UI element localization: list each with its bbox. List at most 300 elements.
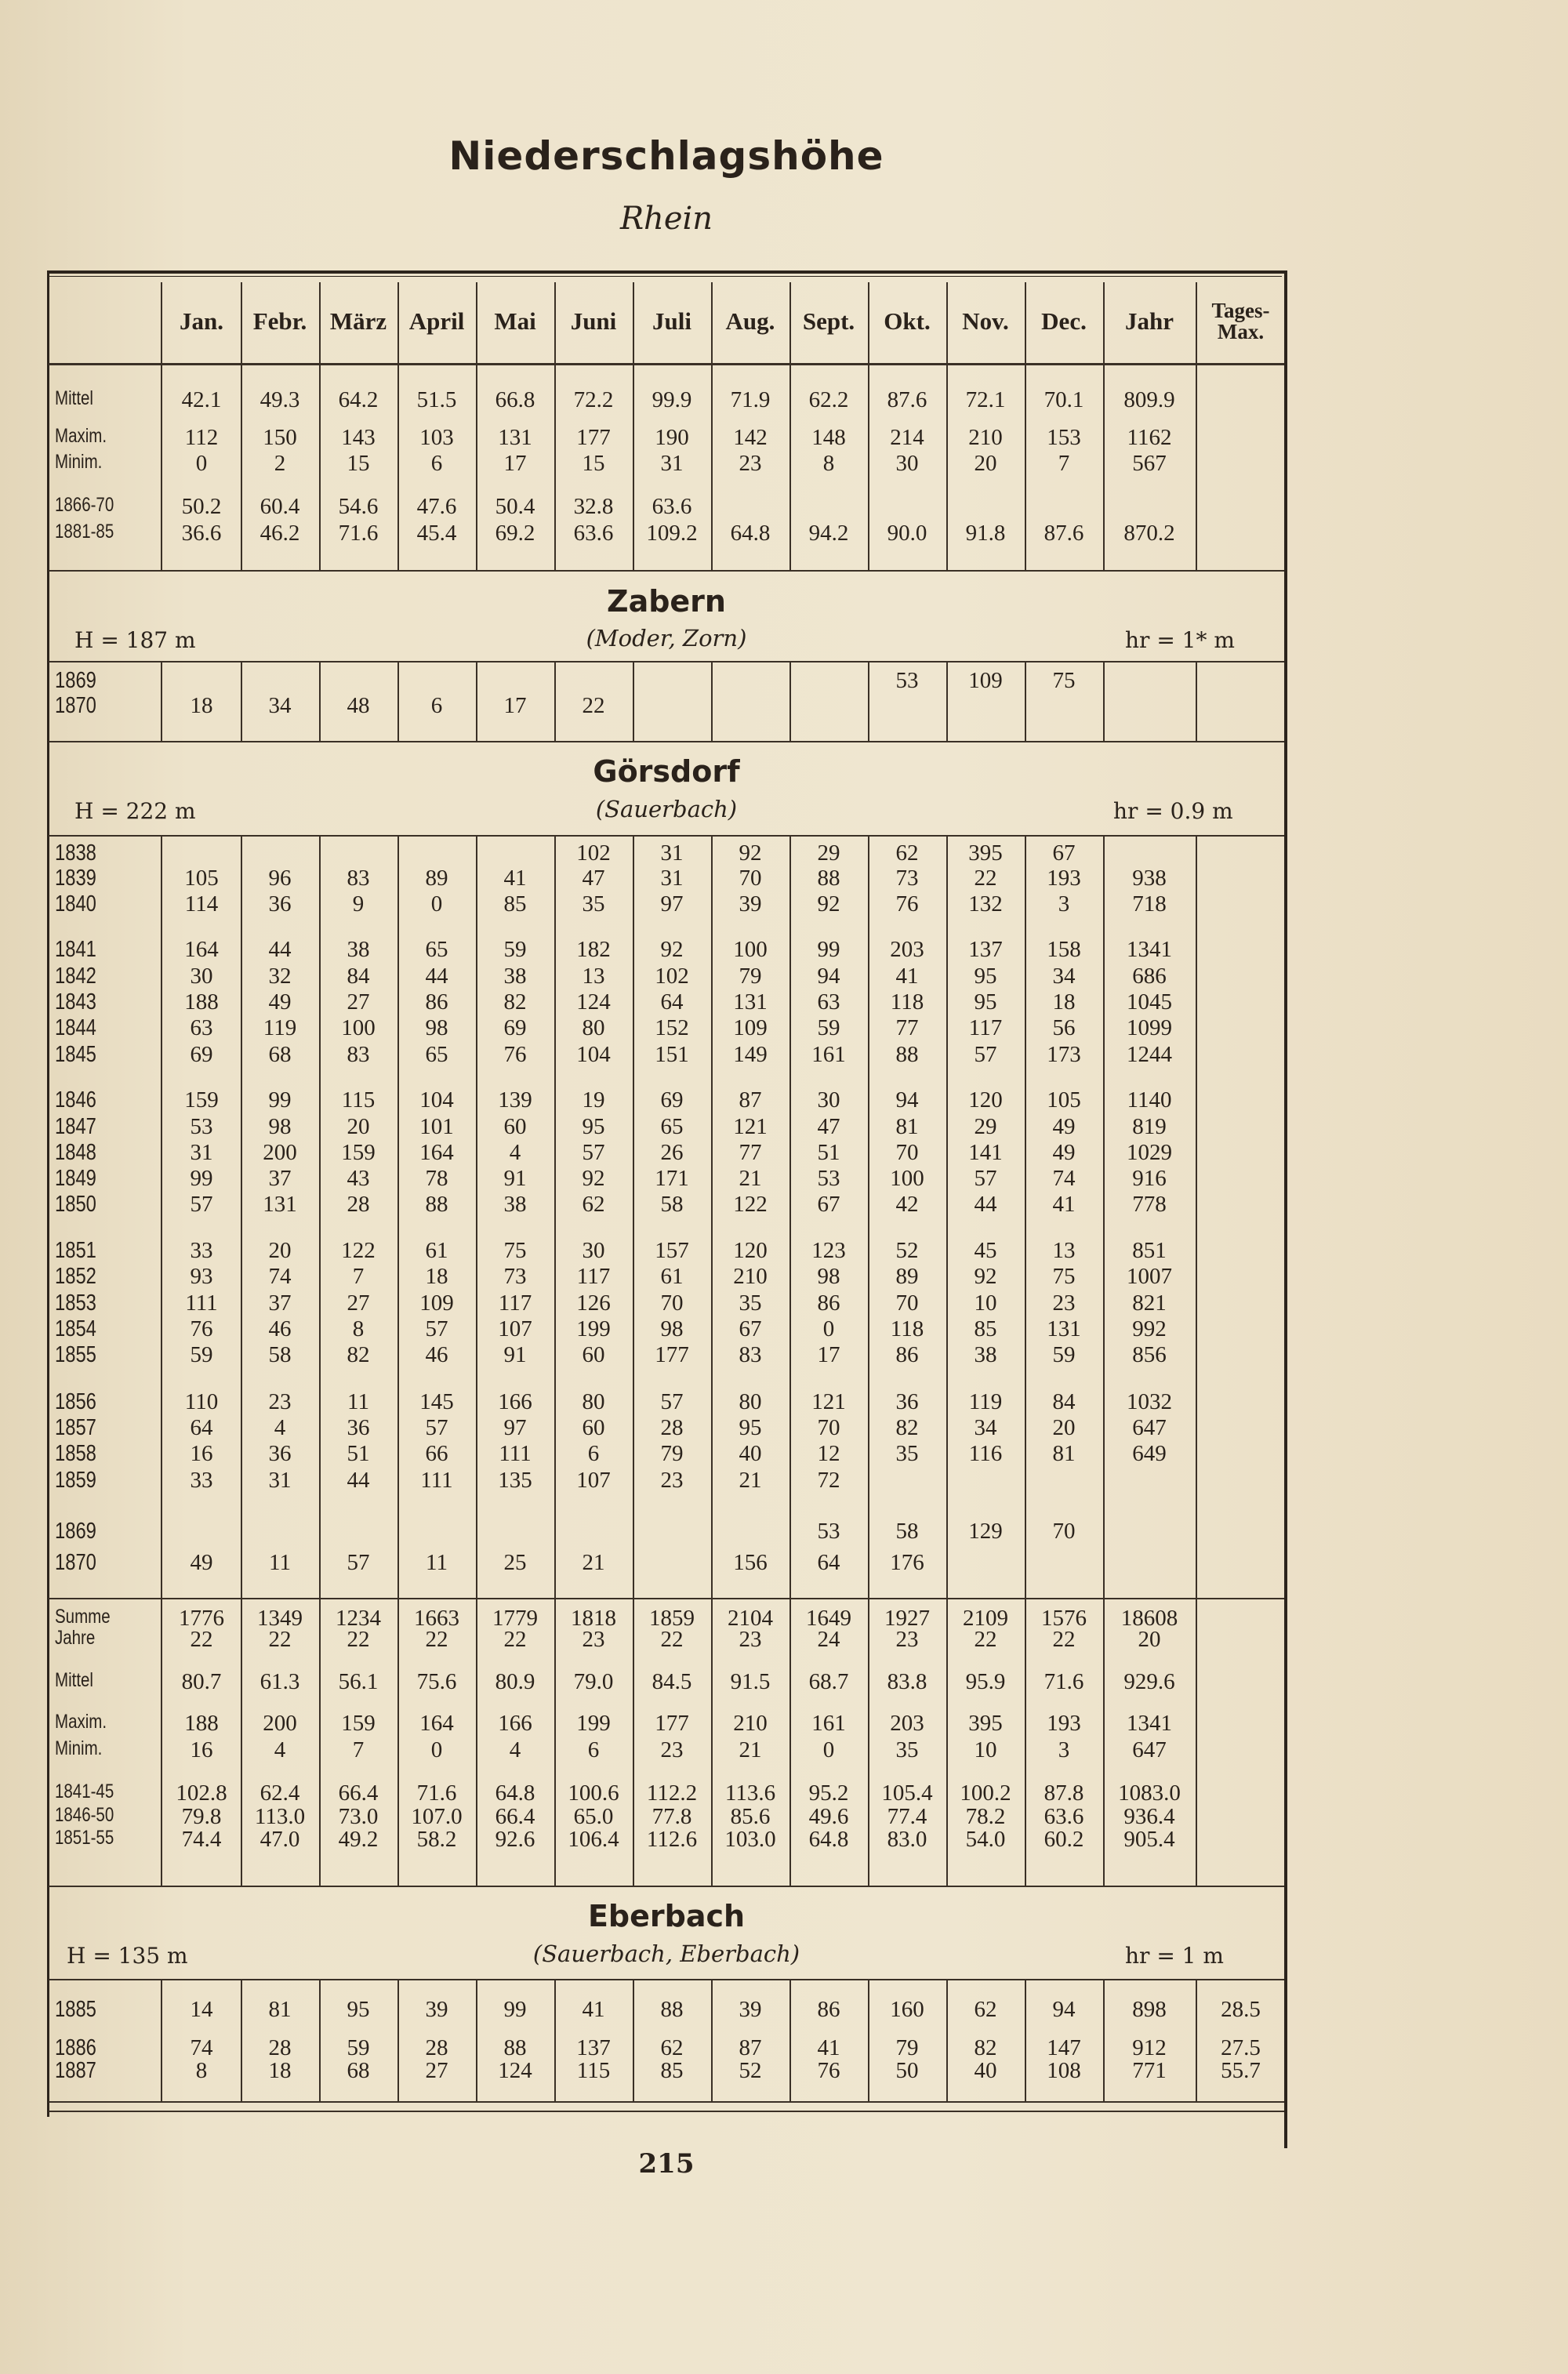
table-cell: 929.6 bbox=[1123, 1669, 1175, 1694]
table-cell: 17 bbox=[817, 1342, 840, 1367]
column-header: Jan. bbox=[180, 307, 223, 335]
header-rule bbox=[49, 363, 1284, 365]
table-cell: 65 bbox=[425, 1042, 448, 1067]
zabern-meta-rule bbox=[49, 661, 1284, 662]
table-cell: 113.6 bbox=[724, 1781, 776, 1806]
table-cell: 21 bbox=[739, 1468, 762, 1493]
table-cell: 46.2 bbox=[260, 521, 300, 546]
table-cell: 62 bbox=[895, 840, 919, 866]
table-cell: 44 bbox=[425, 964, 448, 989]
row-label: 1846-50 bbox=[55, 1804, 114, 1826]
table-cell: 121 bbox=[733, 1114, 768, 1139]
table-cell: 70 bbox=[739, 866, 762, 891]
table-cell: 70.1 bbox=[1044, 387, 1084, 412]
table-cell: 30 bbox=[582, 1238, 605, 1263]
row-label: 1845 bbox=[55, 1042, 96, 1067]
table-cell: 93 bbox=[190, 1264, 213, 1289]
page-title: Niederschlagshöhe bbox=[448, 133, 884, 179]
table-cell: 57 bbox=[425, 1316, 448, 1341]
zabern-gauge-height: hr = 1* m bbox=[1125, 627, 1235, 653]
table-cell: 1045 bbox=[1127, 989, 1172, 1015]
row-label: 1844 bbox=[55, 1015, 96, 1040]
table-cell: 18 bbox=[1052, 989, 1076, 1015]
table-cell: 57 bbox=[425, 1415, 448, 1440]
table-cell: 55.7 bbox=[1221, 2058, 1261, 2083]
table-cell: 100.6 bbox=[568, 1781, 619, 1806]
table-cell: 115 bbox=[576, 2058, 611, 2083]
table-cell: 62.2 bbox=[808, 387, 849, 412]
table-cell: 84 bbox=[1052, 1389, 1076, 1414]
table-cell: 98 bbox=[817, 1264, 840, 1289]
page-subtitle: Rhein bbox=[619, 201, 713, 237]
table-cell: 63 bbox=[190, 1015, 213, 1040]
table-cell: 83 bbox=[347, 1042, 370, 1067]
table-cell: 61 bbox=[425, 1238, 448, 1263]
table-cell: 83 bbox=[739, 1342, 762, 1367]
table-cell: 67 bbox=[739, 1316, 762, 1341]
table-cell: 173 bbox=[1047, 1042, 1081, 1067]
table-cell: 59 bbox=[347, 2035, 370, 2060]
table-cell: 39 bbox=[739, 891, 762, 917]
row-label: 1855 bbox=[55, 1342, 96, 1367]
rhein-end-rule bbox=[49, 570, 1284, 572]
table-cell: 69.2 bbox=[495, 521, 535, 546]
table-cell: 89 bbox=[895, 1264, 919, 1289]
table-cell: 91.5 bbox=[730, 1669, 771, 1694]
table-cell: 23 bbox=[660, 1737, 684, 1762]
table-cell: 210 bbox=[733, 1264, 768, 1289]
table-cell: 18608 bbox=[1120, 1606, 1178, 1631]
table-cell: 13 bbox=[1052, 1238, 1076, 1263]
table-cell: 1341 bbox=[1127, 1711, 1172, 1736]
table-cell: 9 bbox=[352, 891, 365, 917]
table-cell: 70 bbox=[895, 1290, 919, 1316]
table-cell: 22 bbox=[347, 1627, 370, 1652]
table-cell: 120 bbox=[968, 1087, 1003, 1113]
table-cell: 20 bbox=[268, 1238, 292, 1263]
table-cell: 38 bbox=[503, 1192, 527, 1217]
table-cell: 32 bbox=[268, 964, 292, 989]
table-cell: 57 bbox=[660, 1389, 684, 1414]
frame-top-inner-border bbox=[47, 276, 1282, 277]
table-cell: 49.3 bbox=[260, 387, 300, 412]
column-header: Nov. bbox=[962, 307, 1009, 335]
row-label: 1869 bbox=[55, 1519, 96, 1544]
table-cell: 64 bbox=[190, 1415, 213, 1440]
table-cell: 117 bbox=[498, 1290, 532, 1316]
row-label: Minim. bbox=[55, 1737, 103, 1759]
table-cell: 809.9 bbox=[1123, 387, 1175, 412]
table-cell: 31 bbox=[660, 451, 684, 476]
table-cell: 137 bbox=[576, 2035, 611, 2060]
table-cell: 76 bbox=[895, 891, 919, 917]
table-cell: 92 bbox=[582, 1166, 605, 1191]
table-cell: 92 bbox=[739, 840, 762, 866]
table-cell: 57 bbox=[582, 1140, 605, 1165]
table-cell: 108 bbox=[1047, 2058, 1081, 2083]
table-cell: 85 bbox=[974, 1316, 997, 1341]
table-cell: 37 bbox=[268, 1166, 292, 1191]
row-label: 1881-85 bbox=[55, 521, 114, 543]
table-cell: 164 bbox=[419, 1711, 454, 1736]
table-cell: 122 bbox=[341, 1238, 376, 1263]
table-cell: 0 bbox=[195, 451, 208, 476]
goersdorf-summary-rule bbox=[49, 1598, 1284, 1599]
table-cell: 40 bbox=[974, 2058, 997, 2083]
table-cell: 70 bbox=[895, 1140, 919, 1165]
row-label: 1858 bbox=[55, 1441, 96, 1466]
table-cell: 49.2 bbox=[338, 1827, 379, 1852]
table-cell: 56.1 bbox=[338, 1669, 379, 1694]
table-cell: 47.6 bbox=[416, 494, 457, 519]
table-cell: 31 bbox=[660, 866, 684, 891]
table-cell: 82 bbox=[347, 1342, 370, 1367]
table-cell: 13 bbox=[582, 964, 605, 989]
table-cell: 84.5 bbox=[652, 1669, 692, 1694]
table-cell: 41 bbox=[503, 866, 527, 891]
table-cell: 16 bbox=[190, 1441, 213, 1466]
frame-left-border bbox=[47, 270, 49, 2117]
table-cell: 18 bbox=[268, 2058, 292, 2083]
table-cell: 80.9 bbox=[495, 1669, 535, 1694]
table-cell: 7 bbox=[352, 1264, 365, 1289]
row-label: 1869 bbox=[55, 668, 96, 693]
table-cell: 41 bbox=[582, 1997, 605, 2022]
table-cell: 60 bbox=[503, 1114, 527, 1139]
table-cell: 45.4 bbox=[416, 521, 457, 546]
table-cell: 53 bbox=[817, 1519, 840, 1544]
table-cell: 100.2 bbox=[960, 1781, 1011, 1806]
table-cell: 66.4 bbox=[338, 1781, 379, 1806]
row-label: 1839 bbox=[55, 866, 96, 891]
row-label: 1840 bbox=[55, 891, 96, 917]
table-cell: 107 bbox=[576, 1468, 611, 1493]
table-cell: 49.6 bbox=[808, 1804, 849, 1829]
column-rule bbox=[711, 662, 713, 741]
table-cell: 74 bbox=[1052, 1166, 1076, 1191]
table-cell: 8 bbox=[822, 451, 835, 476]
table-cell: 40 bbox=[739, 1441, 762, 1466]
table-cell: 176 bbox=[890, 1550, 924, 1575]
table-cell: 32.8 bbox=[573, 494, 614, 519]
table-cell: 79 bbox=[895, 2035, 919, 2060]
row-label: Maxim. bbox=[55, 1711, 107, 1733]
table-cell: 50.2 bbox=[181, 494, 222, 519]
table-cell: 87.6 bbox=[1044, 521, 1084, 546]
table-cell: 85.6 bbox=[730, 1804, 771, 1829]
row-label: 1846 bbox=[55, 1087, 96, 1113]
table-cell: 936.4 bbox=[1123, 1804, 1175, 1829]
table-cell: 22 bbox=[425, 1627, 448, 1652]
table-cell: 64.8 bbox=[730, 521, 771, 546]
table-cell: 1234 bbox=[336, 1606, 381, 1631]
table-cell: 200 bbox=[263, 1711, 297, 1736]
table-cell: 870.2 bbox=[1123, 521, 1175, 546]
table-cell: 95 bbox=[739, 1415, 762, 1440]
row-label: 1850 bbox=[55, 1192, 96, 1217]
table-cell: 53 bbox=[817, 1166, 840, 1191]
table-cell: 46 bbox=[425, 1342, 448, 1367]
table-cell: 23 bbox=[268, 1389, 292, 1414]
table-cell: 62 bbox=[582, 1192, 605, 1217]
table-cell: 97 bbox=[660, 891, 684, 917]
table-cell: 52 bbox=[739, 2058, 762, 2083]
row-label: Minim. bbox=[55, 451, 103, 473]
table-cell: 86 bbox=[817, 1997, 840, 2022]
column-rule bbox=[633, 662, 634, 741]
table-cell: 109 bbox=[968, 668, 1003, 693]
table-cell: 28.5 bbox=[1221, 1997, 1261, 2022]
table-cell: 75.6 bbox=[416, 1669, 457, 1694]
table-cell: 52 bbox=[895, 1238, 919, 1263]
row-label: 1852 bbox=[55, 1264, 96, 1289]
table-cell: 41 bbox=[895, 964, 919, 989]
table-cell: 89 bbox=[425, 866, 448, 891]
table-cell: 99 bbox=[190, 1166, 213, 1191]
table-cell: 124 bbox=[576, 989, 611, 1015]
table-cell: 4 bbox=[274, 1737, 286, 1762]
table-cell: 51 bbox=[347, 1441, 370, 1466]
table-cell: 73.0 bbox=[338, 1804, 379, 1829]
goersdorf-height: H = 222 m bbox=[74, 798, 196, 824]
table-cell: 36 bbox=[347, 1415, 370, 1440]
table-cell: 73 bbox=[895, 866, 919, 891]
table-cell: 107 bbox=[498, 1316, 532, 1341]
table-cell: 77 bbox=[895, 1015, 919, 1040]
table-cell: 64.2 bbox=[338, 387, 379, 412]
table-cell: 150 bbox=[263, 425, 297, 450]
table-cell: 160 bbox=[890, 1997, 924, 2022]
table-cell: 129 bbox=[968, 1519, 1003, 1544]
table-cell: 567 bbox=[1132, 451, 1167, 476]
row-label: 1843 bbox=[55, 989, 96, 1015]
table-cell: 75 bbox=[503, 1238, 527, 1263]
table-cell: 34 bbox=[268, 693, 292, 718]
table-cell: 43 bbox=[347, 1166, 370, 1191]
row-label: 1859 bbox=[55, 1468, 96, 1493]
row-label: 1849 bbox=[55, 1166, 96, 1191]
table-cell: 28 bbox=[425, 2035, 448, 2060]
table-cell: 49 bbox=[268, 989, 292, 1015]
table-cell: 59 bbox=[1052, 1342, 1076, 1367]
table-cell: 111 bbox=[499, 1441, 532, 1466]
table-cell: 62.4 bbox=[260, 1781, 300, 1806]
row-label: 1887 bbox=[55, 2058, 96, 2083]
table-cell: 72 bbox=[817, 1468, 840, 1493]
zabern-rivers: (Moder, Zorn) bbox=[586, 625, 747, 652]
column-header: Okt. bbox=[884, 307, 931, 335]
table-cell: 131 bbox=[498, 425, 532, 450]
table-cell: 85 bbox=[503, 891, 527, 917]
table-cell: 200 bbox=[263, 1140, 297, 1165]
table-cell: 21 bbox=[739, 1737, 762, 1762]
table-cell: 114 bbox=[184, 891, 219, 917]
zabern-title: Zabern bbox=[607, 584, 726, 619]
table-cell: 83 bbox=[347, 866, 370, 891]
table-cell: 88 bbox=[817, 866, 840, 891]
table-cell: 190 bbox=[655, 425, 689, 450]
column-header: Dec. bbox=[1041, 307, 1087, 335]
table-cell: 147 bbox=[1047, 2035, 1081, 2060]
table-cell: 61 bbox=[660, 1264, 684, 1289]
table-cell: 30 bbox=[895, 451, 919, 476]
table-cell: 3 bbox=[1058, 1737, 1070, 1762]
table-cell: 164 bbox=[184, 937, 219, 962]
table-cell: 91.8 bbox=[965, 521, 1006, 546]
table-cell: 938 bbox=[1132, 866, 1167, 891]
table-cell: 166 bbox=[498, 1711, 532, 1736]
table-cell: 79.8 bbox=[181, 1804, 222, 1829]
table-cell: 23 bbox=[895, 1627, 919, 1652]
table-cell: 79 bbox=[660, 1441, 684, 1466]
table-cell: 11 bbox=[347, 1389, 369, 1414]
table-cell: 15 bbox=[582, 451, 605, 476]
table-cell: 38 bbox=[974, 1342, 997, 1367]
column-rule bbox=[1196, 662, 1197, 741]
table-cell: 112 bbox=[184, 425, 219, 450]
table-cell: 70 bbox=[1052, 1519, 1076, 1544]
table-cell: 20 bbox=[347, 1114, 370, 1139]
table-cell: 44 bbox=[347, 1468, 370, 1493]
row-label: 1838 bbox=[55, 840, 96, 866]
table-cell: 88 bbox=[503, 2035, 527, 2060]
table-cell: 26 bbox=[660, 1140, 684, 1165]
table-cell: 71.9 bbox=[730, 387, 771, 412]
table-cell: 34 bbox=[974, 1415, 997, 1440]
table-cell: 78.2 bbox=[965, 1804, 1006, 1829]
table-cell: 115 bbox=[341, 1087, 376, 1113]
table-cell: 104 bbox=[419, 1087, 454, 1113]
table-cell: 119 bbox=[968, 1389, 1003, 1414]
table-cell: 2109 bbox=[963, 1606, 1008, 1631]
table-cell: 27.5 bbox=[1221, 2035, 1261, 2060]
column-header: Juni bbox=[570, 307, 617, 335]
table-cell: 10 bbox=[974, 1290, 997, 1316]
table-cell: 137 bbox=[968, 937, 1003, 962]
table-cell: 58 bbox=[660, 1192, 684, 1217]
zabern-height: H = 187 m bbox=[74, 627, 196, 653]
table-cell: 95 bbox=[582, 1114, 605, 1139]
table-cell: 100 bbox=[733, 937, 768, 962]
table-cell: 18 bbox=[425, 1264, 448, 1289]
table-cell: 85 bbox=[660, 2058, 684, 2083]
eberbach-height: H = 135 m bbox=[67, 1943, 188, 1969]
table-cell: 76 bbox=[503, 1042, 527, 1067]
table-cell: 22 bbox=[190, 1627, 213, 1652]
column-rule bbox=[789, 662, 791, 741]
table-cell: 80 bbox=[582, 1015, 605, 1040]
table-cell: 3 bbox=[1058, 891, 1070, 917]
table-cell: 65.0 bbox=[573, 1804, 614, 1829]
table-cell: 151 bbox=[655, 1042, 689, 1067]
table-cell: 64.8 bbox=[808, 1827, 849, 1852]
page-number: 215 bbox=[638, 2148, 695, 2180]
table-cell: 30 bbox=[190, 964, 213, 989]
table-cell: 41 bbox=[817, 2035, 840, 2060]
table-cell: 60 bbox=[582, 1415, 605, 1440]
table-cell: 6 bbox=[430, 693, 443, 718]
table-cell: 177 bbox=[655, 1342, 689, 1367]
table-cell: 59 bbox=[190, 1342, 213, 1367]
table-cell: 53 bbox=[190, 1114, 213, 1139]
table-cell: 4 bbox=[509, 1737, 521, 1762]
row-label: 1853 bbox=[55, 1290, 96, 1316]
table-cell: 36.6 bbox=[181, 521, 222, 546]
table-cell: 153 bbox=[1047, 425, 1081, 450]
table-cell: 57 bbox=[190, 1192, 213, 1217]
table-cell: 82 bbox=[503, 989, 527, 1015]
table-cell: 4 bbox=[509, 1140, 521, 1165]
table-cell: 718 bbox=[1132, 891, 1167, 917]
table-cell: 152 bbox=[655, 1015, 689, 1040]
table-cell: 80.7 bbox=[181, 1669, 222, 1694]
table-cell: 57 bbox=[347, 1550, 370, 1575]
table-cell: 35 bbox=[895, 1737, 919, 1762]
table-cell: 17 bbox=[503, 693, 527, 718]
eberbach-rivers: (Sauerbach, Eberbach) bbox=[532, 1940, 800, 1967]
table-cell: 91 bbox=[503, 1166, 527, 1191]
table-cell: 111 bbox=[185, 1290, 218, 1316]
column-header: Aug. bbox=[725, 307, 775, 335]
row-label: 1854 bbox=[55, 1316, 96, 1341]
table-cell: 1341 bbox=[1127, 937, 1172, 962]
table-cell: 905.4 bbox=[1123, 1827, 1175, 1852]
table-cell: 145 bbox=[419, 1389, 454, 1414]
table-cell: 188 bbox=[184, 1711, 219, 1736]
table-cell: 105 bbox=[1047, 1087, 1081, 1113]
table-cell: 45 bbox=[974, 1238, 997, 1263]
table-cell: 31 bbox=[268, 1468, 292, 1493]
table-cell: 912 bbox=[1132, 2035, 1167, 2060]
table-cell: 22 bbox=[974, 866, 997, 891]
table-cell: 49 bbox=[190, 1550, 213, 1575]
table-cell: 113.0 bbox=[254, 1804, 306, 1829]
row-label: 1847 bbox=[55, 1114, 96, 1139]
table-cell: 74.4 bbox=[181, 1827, 222, 1852]
table-cell: 87.8 bbox=[1044, 1781, 1084, 1806]
table-cell: 647 bbox=[1132, 1737, 1167, 1762]
table-cell: 156 bbox=[733, 1550, 768, 1575]
table-cell: 0 bbox=[430, 891, 443, 917]
table-cell: 64 bbox=[817, 1550, 840, 1575]
table-cell: 68.7 bbox=[808, 1669, 849, 1694]
table-cell: 54.0 bbox=[965, 1827, 1006, 1852]
table-cell: 124 bbox=[498, 2058, 532, 2083]
table-cell: 916 bbox=[1132, 1166, 1167, 1191]
table-cell: 118 bbox=[890, 989, 924, 1015]
table-cell: 18 bbox=[190, 693, 213, 718]
table-cell: 1779 bbox=[492, 1606, 538, 1631]
table-cell: 94.2 bbox=[808, 521, 849, 546]
table-cell: 88 bbox=[660, 1997, 684, 2022]
table-cell: 1859 bbox=[649, 1606, 695, 1631]
table-cell: 856 bbox=[1132, 1342, 1167, 1367]
table-cell: 110 bbox=[184, 1389, 219, 1414]
row-label: 1851 bbox=[55, 1238, 96, 1263]
table-cell: 62 bbox=[974, 1997, 997, 2022]
table-cell: 57 bbox=[974, 1166, 997, 1191]
table-cell: 77.4 bbox=[887, 1804, 927, 1829]
table-cell: 177 bbox=[576, 425, 611, 450]
table-cell: 1007 bbox=[1127, 1264, 1172, 1289]
table-cell: 86 bbox=[817, 1290, 840, 1316]
table-cell: 41 bbox=[1052, 1192, 1076, 1217]
table-cell: 1162 bbox=[1127, 425, 1172, 450]
table-cell: 0 bbox=[822, 1737, 835, 1762]
table-cell: 28 bbox=[268, 2035, 292, 2060]
table-cell: 75 bbox=[1052, 668, 1076, 693]
table-cell: 51 bbox=[817, 1140, 840, 1165]
